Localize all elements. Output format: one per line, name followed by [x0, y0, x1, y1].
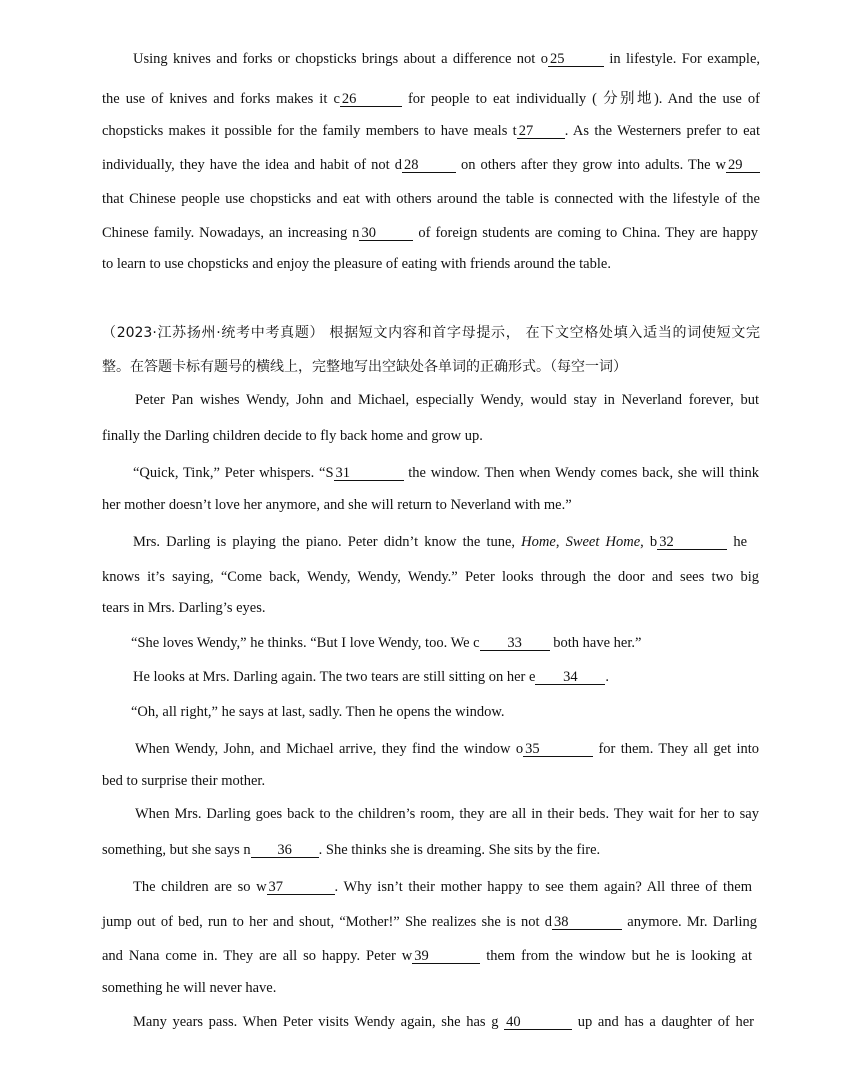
passage-2-line	[102, 842, 600, 859]
passage-2-line	[102, 497, 572, 514]
answer-blank-31: 31	[334, 466, 404, 481]
text-segment: The children are so w	[133, 879, 267, 895]
text-segment: Mrs. Darling is playing the piano. Peter didn’t know the tune,	[133, 534, 522, 550]
question-instruction-line-2: 整。在答题卡标有题号的横线上，完整地写出空缺处各单词的正确形式。（每空一词）	[102, 359, 627, 375]
text-segment: When Wendy, John, and Michael arrive, they find the window o	[135, 741, 524, 757]
text-segment: chopsticks makes it possible for the family members to have meals t	[102, 123, 517, 139]
passage-2-line	[135, 392, 759, 409]
text-segment: something, but she says n	[102, 842, 251, 858]
text-segment: both have her.”	[549, 635, 642, 651]
passage-2-line	[133, 879, 752, 896]
passage-2-line	[133, 465, 759, 482]
italic-title: Sweet Home	[565, 534, 641, 550]
text-segment: of foreign students are coming to China. They are happy	[413, 225, 758, 241]
text-segment: He looks at Mrs. Darling again. The two tears are still sitting on her e	[133, 669, 536, 685]
question-instruction-line-1: （2023·江苏扬州·统考中考真题） 根据短文内容和首字母提示， 在下文空格处填入适当的词使短文完	[102, 325, 760, 341]
passage-2-line	[102, 569, 759, 586]
text-segment: something he will never have.	[102, 980, 277, 996]
passage-2-line	[135, 806, 759, 823]
passage-2-line	[102, 914, 757, 931]
text-segment: ,	[555, 534, 566, 550]
text-segment: . She thinks she is dreaming. She sits by the fire.	[318, 842, 601, 858]
text-segment: Many years pass. When Peter visits Wendy again, she has g	[133, 1014, 505, 1030]
answer-blank-29: 29	[726, 158, 760, 173]
text-segment: on others after they grow into adults. The w	[455, 157, 727, 173]
passage-2-line	[133, 534, 747, 551]
answer-blank-37: 37	[267, 880, 335, 895]
text-segment: , b	[640, 534, 658, 550]
text-segment: individually, they have the idea and habit of not d	[102, 157, 402, 173]
text-segment: the use of knives and forks makes it c	[102, 91, 340, 107]
text-segment: tears in Mrs. Darling’s eyes.	[102, 600, 266, 616]
answer-blank-26: 26	[340, 92, 402, 107]
answer-blank-30: 30	[359, 226, 413, 241]
text-segment: . Why isn’t their mother happy to see them again? All three of them	[334, 879, 752, 895]
passage-1-line	[133, 51, 760, 68]
passage-2-line	[131, 704, 505, 721]
text-segment: “She loves Wendy,” he thinks. “But I love Wendy, too. We c	[131, 635, 480, 651]
text-segment: finally the Darling children decide to fly back home and grow up.	[102, 428, 483, 444]
text-segment: up and has a daughter of her	[572, 1014, 754, 1030]
answer-blank-39: 39	[412, 949, 480, 964]
text-segment: . As the Westerners prefer to eat	[564, 123, 760, 139]
text-segment: knows it’s saying, “Come back, Wendy, Wendy, Wendy.” Peter looks through the door and sees two big	[102, 569, 759, 585]
answer-blank-38: 38	[552, 915, 622, 930]
text-segment: for them. They all get into	[593, 741, 759, 757]
text-segment: .	[605, 669, 610, 685]
passage-1-line	[102, 256, 611, 273]
text-segment: he	[727, 534, 748, 550]
text-segment: Chinese family. Nowadays, an increasing n	[102, 225, 360, 241]
text-segment: that Chinese people use chopsticks and eat with others around the table is connected with the lifestyle of the	[102, 191, 760, 207]
text-segment: and Nana come in. They are all so happy. Peter w	[102, 948, 413, 964]
text-segment: to learn to use chopsticks and enjoy the pleasure of eating with friends around the table.	[102, 256, 611, 272]
passage-1-line	[102, 123, 760, 140]
passage-2-line	[102, 600, 266, 617]
answer-blank-28: 28	[402, 158, 456, 173]
text-segment: jump out of bed, run to her and shout, “Mother!” She realizes she is not d	[102, 914, 553, 930]
text-segment: Using knives and forks or chopsticks brings about a difference not o	[133, 51, 548, 67]
answer-blank-36: 36	[251, 843, 319, 858]
passage-2-line	[102, 773, 265, 790]
text-segment: her mother doesn’t love her anymore, and she will return to Neverland with me.”	[102, 497, 572, 513]
text-segment: Peter Pan wishes Wendy, John and Michael, especially Wendy, would stay in Neverland forever, but	[135, 392, 759, 408]
answer-blank-27: 27	[517, 124, 565, 139]
passage-2-line	[102, 948, 752, 965]
passage-2-line	[135, 741, 759, 758]
text-segment: them from the window but he is looking at	[480, 948, 752, 964]
passage-2-line	[131, 635, 641, 652]
italic-title: Home	[521, 534, 556, 550]
answer-blank-32: 32	[657, 535, 727, 550]
text-segment: anymore. Mr. Darling	[622, 914, 757, 930]
passage-2-line	[102, 428, 483, 445]
passage-1-line	[102, 225, 758, 242]
answer-blank-34: 34	[535, 670, 605, 685]
text-segment: for people to eat individually ( 分别地). And the use of	[401, 91, 760, 107]
answer-blank-33: 33	[480, 636, 550, 651]
text-segment: the window. Then when Wendy comes back, she will think	[403, 465, 759, 481]
passage-1-line	[102, 191, 760, 208]
text-segment: “Quick, Tink,” Peter whispers. “S	[133, 465, 334, 481]
passage-1-line	[102, 87, 760, 108]
text-segment: bed to surprise their mother.	[102, 773, 266, 789]
text-segment: When Mrs. Darling goes back to the children’s room, they are all in their beds. They wait for her to say	[135, 806, 759, 822]
passage-2-line	[133, 669, 609, 686]
passage-2-line	[102, 980, 276, 997]
answer-blank-25: 25	[548, 52, 604, 67]
text-segment: “Oh, all right,” he says at last, sadly. Then he opens the window.	[131, 704, 505, 720]
answer-blank-40: 40	[504, 1015, 572, 1030]
answer-blank-35: 35	[523, 742, 593, 757]
passage-1-line	[102, 157, 760, 174]
text-segment: in lifestyle. For example,	[603, 51, 761, 67]
passage-2-line	[133, 1014, 754, 1031]
